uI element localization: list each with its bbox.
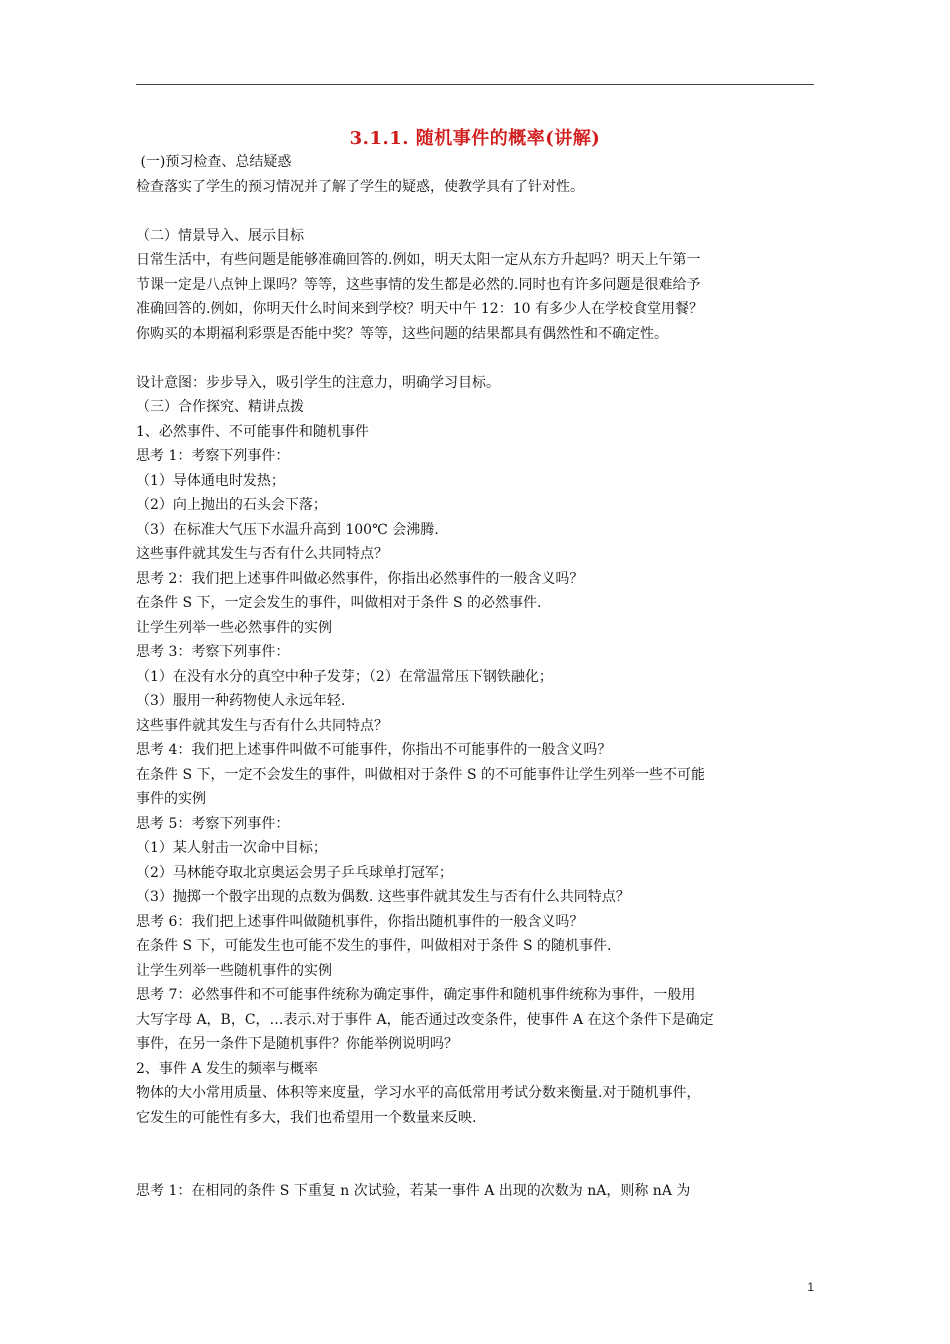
body-line: 思考 3：考察下列事件：	[136, 644, 290, 660]
body-line: 让学生列举一些随机事件的实例	[136, 962, 332, 979]
body-line: （三）合作探究、精讲点拨	[136, 399, 304, 415]
body-line: （1）导体通电时发热；	[136, 472, 285, 489]
body-line: （1）某人射击一次命中目标；	[136, 840, 327, 856]
page-number: 1	[807, 1280, 814, 1294]
blank-line	[136, 199, 818, 224]
body-line: 事件的实例	[136, 791, 206, 807]
body-line: 思考 6：我们把上述事件叫做随机事件，你指出随机事件的一般含义吗？	[136, 913, 584, 930]
body-line: 让学生列举一些必然事件的实例	[136, 619, 332, 636]
body-line: 你购买的本期福利彩票是否能中奖？等等，这些问题的结果都具有偶然性和不确定性。	[136, 325, 668, 342]
body-line: 大写字母 A，B，C，…表示.对于事件 A，能否通过改变条件，使事件 A 在这个条件下是确定	[136, 1011, 714, 1028]
blank-line	[136, 1155, 818, 1180]
body-line: 思考 1：考察下列事件：	[136, 448, 290, 464]
body-line: 思考 7：必然事件和不可能事件统称为确定事件，确定事件和随机事件统称为事件，一般用	[136, 987, 696, 1003]
blank-line	[136, 346, 818, 371]
body-line: 在条件 S 下，一定不会发生的事件，叫做相对于条件 S 的不可能事件让学生列举一些不可能	[136, 766, 705, 783]
body-line: 在条件 S 下，可能发生也可能不发生的事件，叫做相对于条件 S 的随机事件.	[136, 938, 612, 954]
body-line: （二）情景导入、展示目标	[136, 227, 304, 244]
body-line: （3）抛掷一个骰字出现的点数为偶数. 这些事件就其发生与否有什么共同特点？	[136, 889, 630, 905]
blank-line	[136, 1130, 818, 1155]
body-line: 物体的大小常用质量、体积等来度量，学习水平的高低常用考试分数来衡量.对于随机事件，	[136, 1085, 701, 1101]
body-line: 检查落实了学生的预习情况并了解了学生的疑惑，使教学具有了针对性。	[136, 178, 584, 195]
body-line: （3）服用一种药物使人永远年轻.	[136, 693, 346, 709]
body-line: 这些事件就其发生与否有什么共同特点？	[136, 546, 388, 562]
body-line: 2、事件 A 发生的频率与概率	[136, 1060, 318, 1077]
body-line: （3）在标准大气压下水温升高到 100℃ 会沸腾.	[136, 521, 439, 538]
body-line: 在条件 S 下，一定会发生的事件，叫做相对于条件 S 的必然事件.	[136, 595, 542, 611]
body-line: 1、必然事件、不可能事件和随机事件	[136, 423, 369, 440]
body-line: 设计意图：步步导入，吸引学生的注意力，明确学习目标。	[136, 374, 500, 391]
body-line: 日常生活中，有些问题是能够准确回答的.例如，明天太阳一定从东方升起吗？明天上午第一	[136, 252, 701, 268]
body-line: 节课一定是八点钟上课吗？等等，这些事情的发生都是必然的.同时也有许多问题是很难给予	[136, 276, 701, 293]
body-line: （2）马林能夺取北京奥运会男子乒乓球单打冠军；	[136, 864, 453, 881]
body-line: 思考 1：在相同的条件 S 下重复 n 次试验，若某一事件 A 出现的次数为 nA，则称 nA 为	[136, 1183, 691, 1199]
body-line: 事件，在另一条件下是随机事件？你能举例说明吗？	[136, 1036, 458, 1052]
body-line: (一)预习检查、总结疑惑	[136, 154, 292, 170]
body-line: 思考 5：考察下列事件：	[136, 815, 290, 832]
document-title: 3.1.1. 随机事件的概率(讲解)	[349, 128, 601, 149]
body-line: 思考 4：我们把上述事件叫做不可能事件，你指出不可能事件的一般含义吗？	[136, 742, 612, 758]
body-line: 准确回答的.例如，你明天什么时间来到学校？明天中午 12：10 有多少人在学校食堂用餐？	[136, 301, 703, 317]
document-body	[136, 150, 818, 1204]
header-rule	[136, 84, 814, 85]
body-line: 它发生的可能性有多大，我们也希望用一个数量来反映.	[136, 1109, 477, 1126]
body-line: （2）向上抛出的石头会下落；	[136, 497, 327, 513]
body-line: 思考 2：我们把上述事件叫做必然事件，你指出必然事件的一般含义吗？	[136, 570, 584, 587]
body-line: 这些事件就其发生与否有什么共同特点？	[136, 717, 388, 734]
body-line: （1）在没有水分的真空中种子发芽；（2）在常温常压下钢铁融化；	[136, 668, 553, 685]
